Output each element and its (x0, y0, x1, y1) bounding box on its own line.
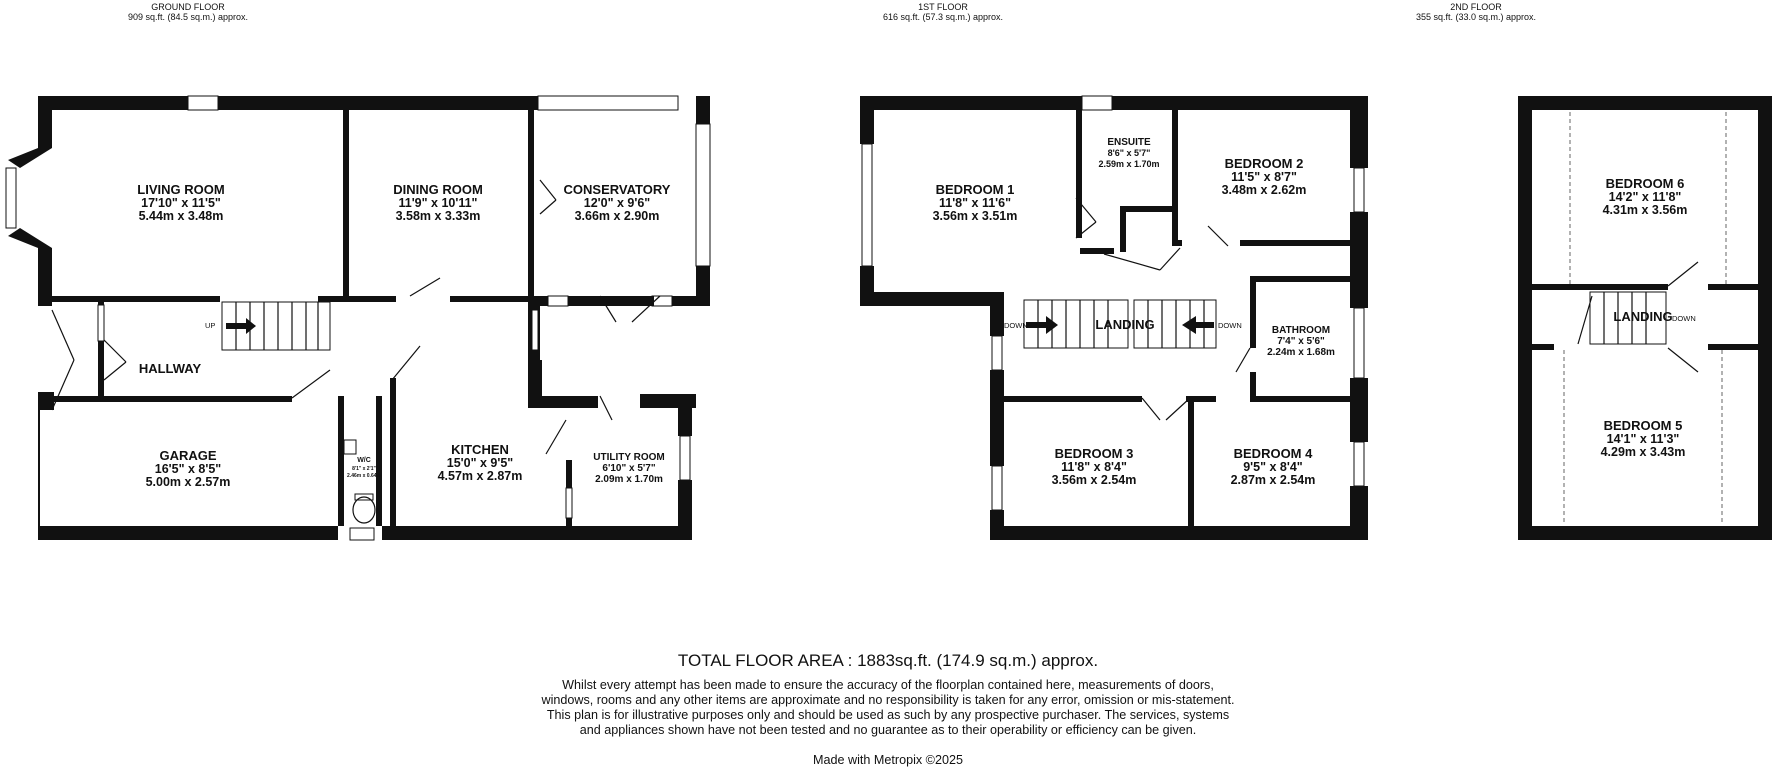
stairs-up-label: UP (205, 321, 216, 330)
svg-text:LIVING ROOM: LIVING ROOM (137, 182, 225, 197)
landing-1-label: LANDING (1095, 317, 1155, 332)
bedroom-5-label (1601, 418, 1686, 459)
svg-text:4.31m x 3.56m: 4.31m x 3.56m (1602, 203, 1688, 217)
first-floor-area: 616 sq.ft. (57.3 sq.m.) approx. (882, 12, 1004, 22)
svg-text:14'2" x 11'8": 14'2" x 11'8" (1608, 190, 1682, 204)
svg-text:CONSERVATORY: CONSERVATORY (563, 182, 671, 197)
bedroom-1-label (933, 182, 1018, 223)
utility-room-label (593, 452, 664, 485)
svg-text:ENSUITE: ENSUITE (1107, 137, 1151, 148)
garage-label (146, 448, 231, 489)
svg-text:BEDROOM 3: BEDROOM 3 (1054, 446, 1134, 461)
svg-text:4.57m x 2.87m: 4.57m x 2.87m (437, 469, 523, 483)
svg-text:9'5" x 8'4": 9'5" x 8'4" (1243, 460, 1303, 474)
svg-text:11'8" x 8'4": 11'8" x 8'4" (1061, 460, 1127, 474)
svg-text:8'6" x 5'7": 8'6" x 5'7" (1107, 148, 1151, 158)
svg-text:11'5" x 8'7": 11'5" x 8'7" (1231, 170, 1297, 184)
svg-text:16'5" x 8'5": 16'5" x 8'5" (154, 462, 222, 476)
hallway-label: HALLWAY (138, 361, 202, 376)
svg-text:BEDROOM 5: BEDROOM 5 (1603, 418, 1683, 433)
first-floor-title: 1ST FLOOR (918, 2, 968, 12)
living-room-label (137, 182, 224, 223)
svg-text:2.59m x 1.70m: 2.59m x 1.70m (1098, 159, 1160, 169)
svg-text:UTILITY ROOM: UTILITY ROOM (593, 452, 665, 463)
svg-text:2.09m x 1.70m: 2.09m x 1.70m (595, 474, 663, 485)
svg-text:15'0" x 9'5": 15'0" x 9'5" (446, 456, 514, 470)
bedroom-3-label (1052, 446, 1137, 487)
second-floor-title: 2ND FLOOR (1450, 2, 1502, 12)
svg-text:11'9" x 10'11": 11'9" x 10'11" (398, 196, 478, 210)
stairs-down-label-2: DOWN (1218, 321, 1242, 330)
bathroom-label (1267, 325, 1335, 358)
svg-text:DINING ROOM: DINING ROOM (393, 182, 483, 197)
svg-text:BEDROOM 1: BEDROOM 1 (935, 182, 1015, 197)
svg-text:14'1" x 11'3": 14'1" x 11'3" (1606, 432, 1680, 446)
svg-text:BEDROOM 2: BEDROOM 2 (1224, 156, 1304, 171)
bedroom-4-label (1231, 446, 1316, 487)
svg-text:17'10" x 11'5": 17'10" x 11'5" (141, 196, 221, 210)
kitchen-label (438, 442, 523, 483)
second-floor-area: 355 sq.ft. (33.0 sq.m.) approx. (1415, 12, 1537, 22)
svg-text:BEDROOM 6: BEDROOM 6 (1605, 176, 1685, 191)
svg-text:2.24m x 1.68m: 2.24m x 1.68m (1267, 347, 1335, 358)
stairs-down-label-3: DOWN (1672, 314, 1696, 323)
svg-text:3.48m x 2.62m: 3.48m x 2.62m (1221, 183, 1307, 197)
conservatory-label (564, 182, 671, 223)
disclaimer-text: Whilst every attempt has been made to ensure the accuracy of the floorplan contained here, measurements of doors, windows, rooms and any other items are approximate and no responsibility is taken for any error, omission or mis-statement. This plan is for illustrative purposes only and should be used as such by any prospective purchaser. The services, systems and appliances shown have not been tested and no guarantee as to their operability or efficiency can be given. (541, 678, 1235, 737)
svg-text:7'4" x 5'6": 7'4" x 5'6" (1277, 336, 1325, 347)
svg-text:W/C: W/C (357, 457, 371, 464)
credit-text: Made with Metropix ©2025 (813, 753, 963, 767)
svg-text:BATHROOM: BATHROOM (1271, 325, 1331, 336)
svg-text:8'1" x 2'1": 8'1" x 2'1" (352, 466, 376, 472)
ground-floor-area: 909 sq.ft. (84.5 sq.m.) approx. (127, 12, 249, 22)
bedroom-2-label (1222, 156, 1307, 197)
svg-text:3.58m x 3.33m: 3.58m x 3.33m (395, 209, 481, 223)
stairs-down-label-1: DOWN (1004, 321, 1028, 330)
svg-text:3.66m x 2.90m: 3.66m x 2.90m (574, 209, 660, 223)
svg-text:4.29m x 3.43m: 4.29m x 3.43m (1600, 445, 1686, 459)
landing-2-label: LANDING (1613, 309, 1673, 324)
svg-text:BEDROOM 4: BEDROOM 4 (1233, 446, 1313, 461)
svg-text:GARAGE: GARAGE (159, 448, 217, 463)
svg-text:11'8" x 11'6": 11'8" x 11'6" (938, 196, 1012, 210)
svg-text:6'10" x 5'7": 6'10" x 5'7" (602, 463, 656, 474)
svg-text:2.87m x 2.54m: 2.87m x 2.54m (1230, 473, 1316, 487)
svg-text:KITCHEN: KITCHEN (451, 442, 509, 457)
total-floor-area: TOTAL FLOOR AREA : 1883sq.ft. (174.9 sq.m.) approx. (677, 651, 1099, 670)
ground-floor-title: GROUND FLOOR (151, 2, 225, 12)
bedroom-6-label (1603, 176, 1688, 217)
svg-text:2.46m x 0.64m: 2.46m x 0.64m (347, 473, 381, 479)
ground-stairs (222, 302, 330, 350)
svg-text:5.44m x 3.48m: 5.44m x 3.48m (138, 209, 224, 223)
ensuite-label (1098, 137, 1159, 169)
svg-text:12'0" x 9'6": 12'0" x 9'6" (583, 196, 651, 210)
dining-room-label (393, 182, 483, 223)
svg-text:5.00m x 2.57m: 5.00m x 2.57m (145, 475, 231, 489)
svg-text:3.56m x 2.54m: 3.56m x 2.54m (1051, 473, 1137, 487)
svg-text:3.56m x 3.51m: 3.56m x 3.51m (932, 209, 1018, 223)
